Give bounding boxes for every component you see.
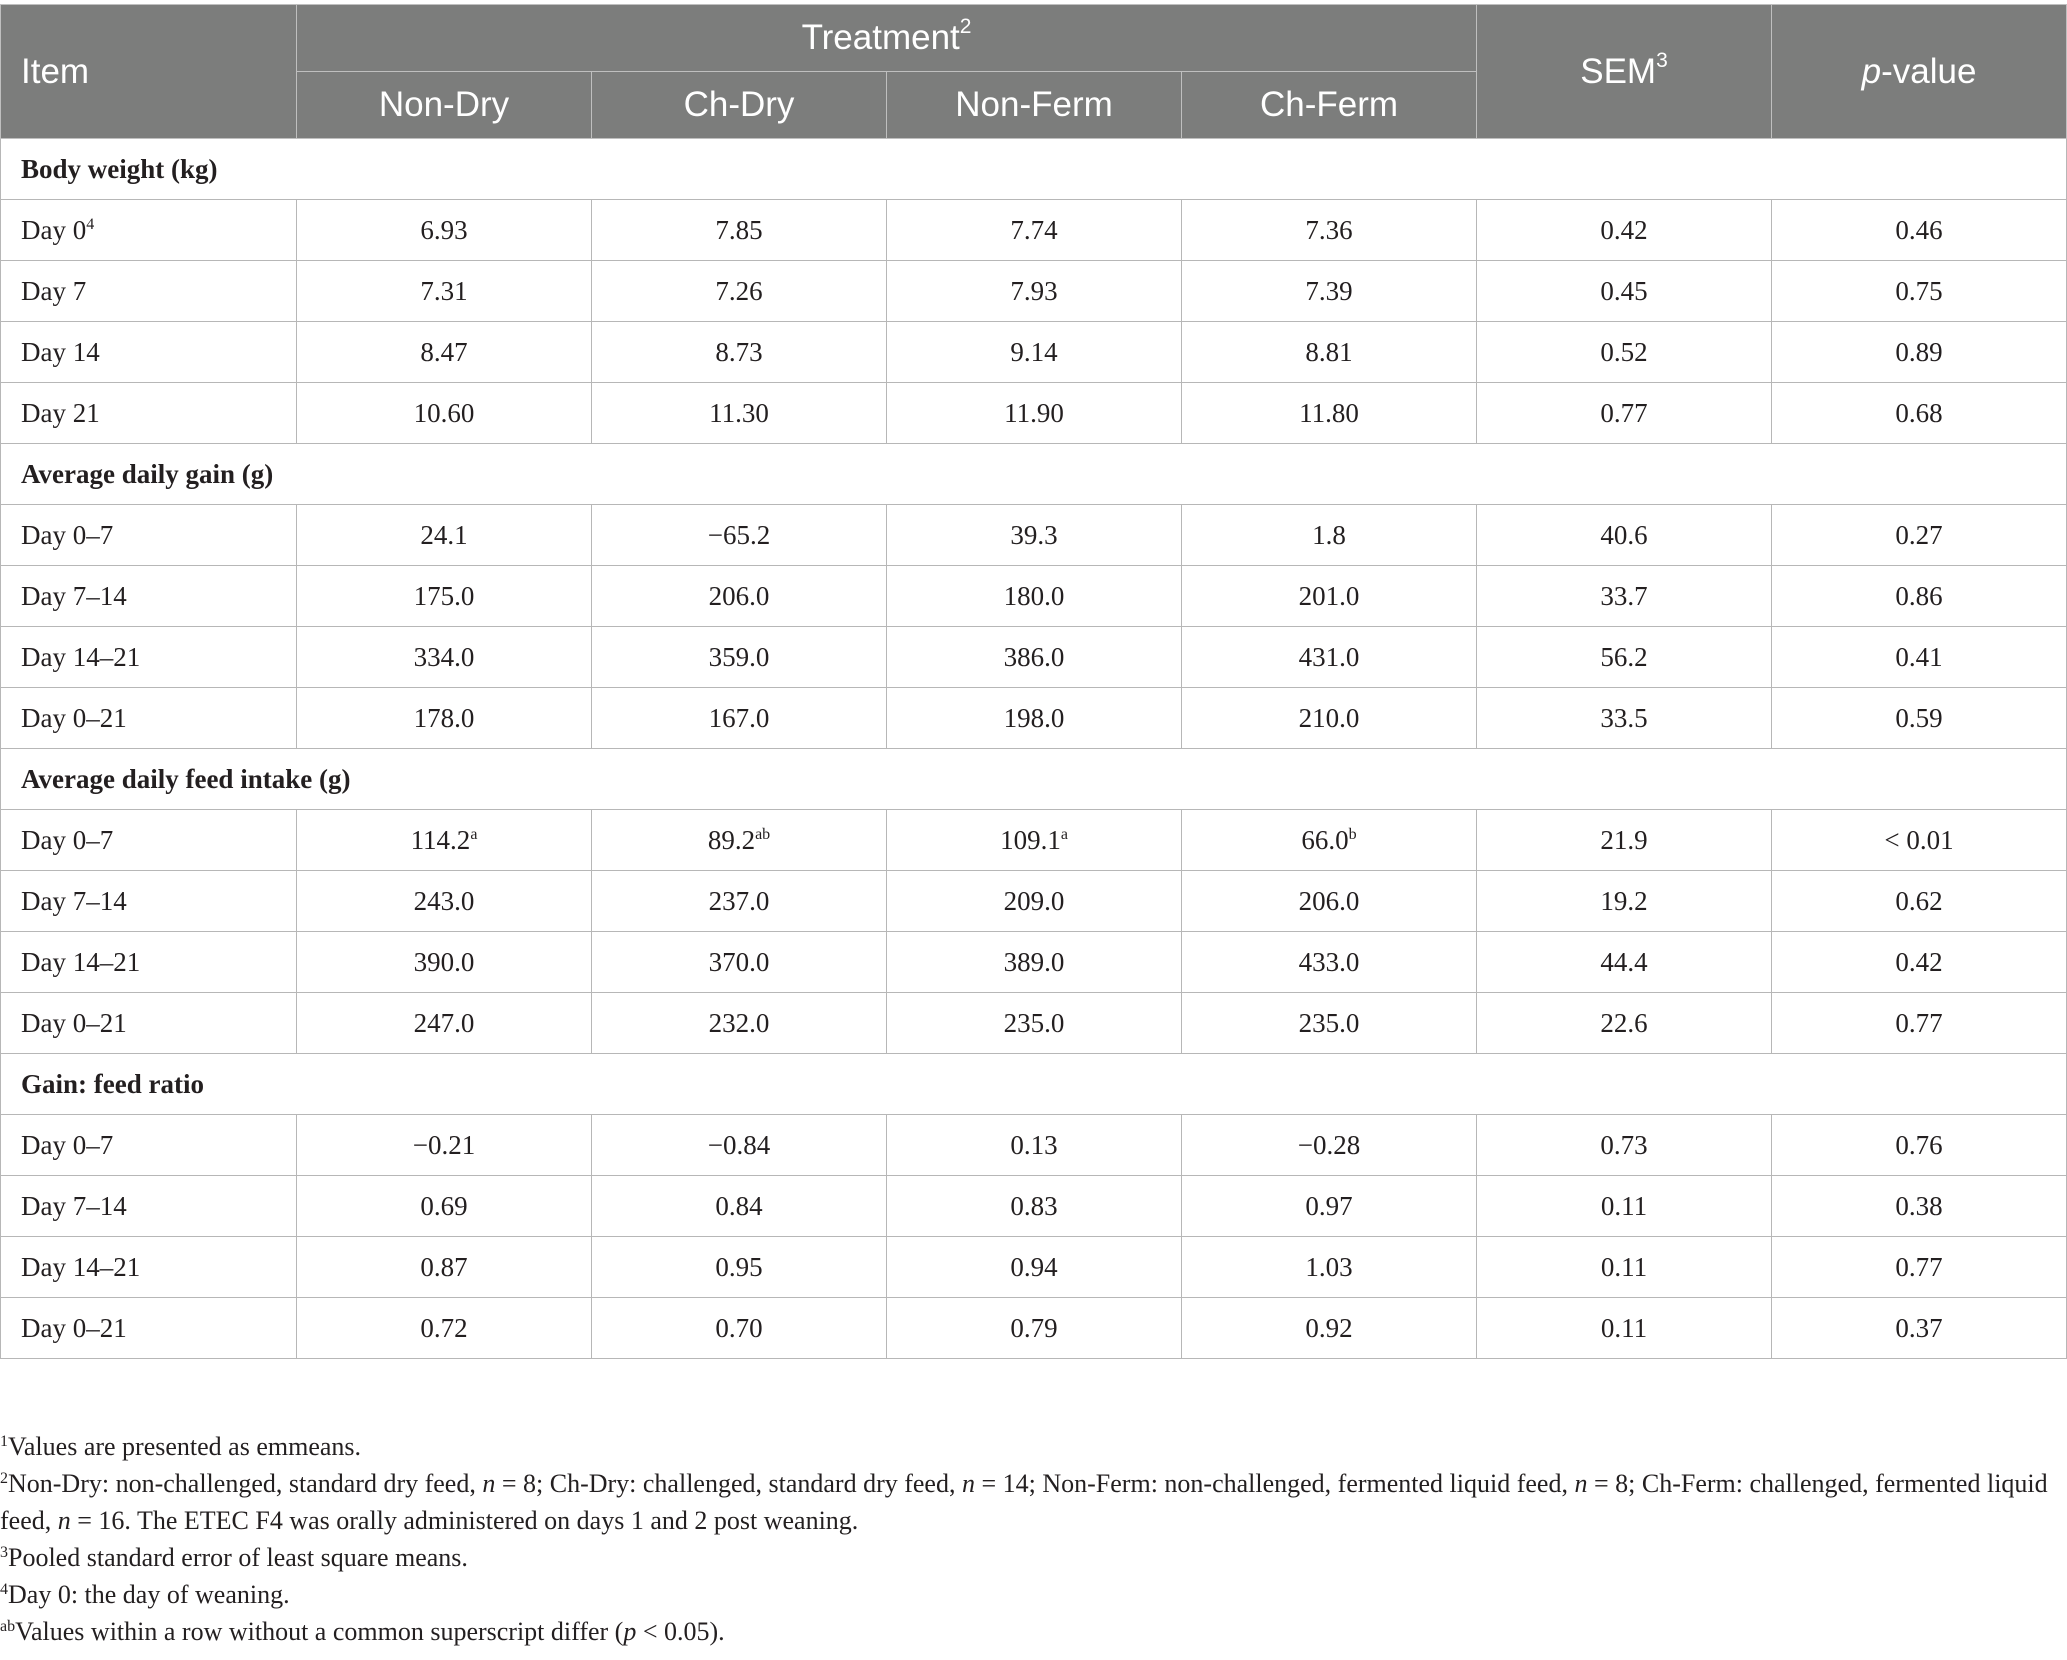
table-body — [1, 139, 2067, 1359]
value-text: 7.26 — [715, 275, 763, 306]
sem-cell: 0.42 — [1477, 200, 1772, 261]
value-cell — [887, 1298, 1182, 1359]
sem-cell: 0.52 — [1477, 322, 1772, 383]
value-cell — [592, 1298, 887, 1359]
value-cell — [887, 1176, 1182, 1237]
footnotes — [0, 1428, 2060, 1650]
value-text: 0.13 — [1010, 1129, 1058, 1160]
pvalue-cell: < 0.01 — [1772, 810, 2067, 871]
value-text: 7.93 — [1010, 275, 1058, 306]
value-cell — [592, 993, 887, 1054]
row-label — [1, 993, 297, 1054]
value-text: 167.0 — [708, 702, 770, 733]
value-cell — [887, 1115, 1182, 1176]
pvalue-cell: 0.42 — [1772, 932, 2067, 993]
value-cell — [1182, 261, 1477, 322]
treatment-footnote-ref: 2 — [959, 15, 972, 38]
treatment-column-header: Ch-Ferm — [1182, 72, 1477, 139]
row-label-text: Day 21 — [21, 397, 100, 428]
pvalue-cell: 0.77 — [1772, 1237, 2067, 1298]
pvalue-cell: 0.76 — [1772, 1115, 2067, 1176]
value-cell — [297, 200, 592, 261]
footnote-text: = 8; Ch-Ferm: challenged, fermented liquid feed, — [0, 1469, 2048, 1535]
footnote-3 — [0, 1539, 2060, 1576]
table-row — [1, 810, 2067, 871]
value-text: 201.0 — [1298, 580, 1360, 611]
section-row — [1, 139, 2067, 200]
value-cell — [592, 932, 887, 993]
value-cell — [1182, 1176, 1477, 1237]
value-text: 0.92 — [1305, 1312, 1353, 1343]
pvalue-cell: 0.59 — [1772, 688, 2067, 749]
value-text: 175.0 — [413, 580, 475, 611]
footnote-1 — [0, 1428, 2060, 1465]
row-label — [1, 627, 297, 688]
row-label-text: Day 14–21 — [21, 641, 141, 672]
value-text: 0.69 — [420, 1190, 468, 1221]
value-cell — [887, 871, 1182, 932]
value-cell — [592, 1237, 887, 1298]
value-cell — [1182, 627, 1477, 688]
footnote-italic: n — [961, 1469, 975, 1498]
footnote-marker: 4 — [0, 1581, 8, 1598]
footnote-marker: 3 — [0, 1544, 8, 1561]
value-cell — [592, 1176, 887, 1237]
value-text: 209.0 — [1003, 885, 1065, 916]
pvalue-cell: 0.38 — [1772, 1176, 2067, 1237]
treatment-column-header: Non-Ferm — [887, 72, 1182, 139]
pvalue-cell: 0.89 — [1772, 322, 2067, 383]
sem-footnote-ref: 3 — [1656, 48, 1668, 72]
value-cell — [297, 1115, 592, 1176]
pvalue-cell: 0.41 — [1772, 627, 2067, 688]
item-header — [1, 5, 297, 139]
section-title: Gain: feed ratio — [1, 1054, 2067, 1115]
value-cell — [592, 261, 887, 322]
row-label-text: Day 7–14 — [21, 580, 127, 611]
value-cell — [297, 1237, 592, 1298]
footnote-italic: n — [482, 1469, 496, 1498]
value-text: 0.70 — [715, 1312, 763, 1343]
value-text: 7.39 — [1305, 275, 1353, 306]
row-label-text: Day 0–21 — [21, 1312, 127, 1343]
value-cell — [887, 1237, 1182, 1298]
sem-cell: 0.11 — [1477, 1237, 1772, 1298]
row-label-text: Day 7–14 — [21, 1190, 127, 1221]
row-label — [1, 1176, 297, 1237]
treatment-column-header: Ch-Dry — [592, 72, 887, 139]
value-text: 0.72 — [420, 1312, 468, 1343]
row-label-text: Day 0–7 — [21, 824, 114, 855]
value-cell — [297, 871, 592, 932]
table-row — [1, 261, 2067, 322]
value-text: 370.0 — [708, 946, 770, 977]
value-text: 206.0 — [1298, 885, 1360, 916]
row-label-text: Day 0–21 — [21, 1007, 127, 1038]
value-text: 66.0 — [1301, 824, 1349, 855]
row-label — [1, 505, 297, 566]
row-label — [1, 200, 297, 261]
value-cell — [297, 993, 592, 1054]
value-text: 0.79 — [1010, 1312, 1058, 1343]
value-cell — [1182, 1237, 1477, 1298]
section-title: Average daily feed intake (g) — [1, 749, 2067, 810]
table-header — [1, 5, 2067, 139]
value-cell — [1182, 322, 1477, 383]
value-text: 206.0 — [708, 580, 770, 611]
row-label — [1, 688, 297, 749]
table-row — [1, 566, 2067, 627]
value-cell — [297, 566, 592, 627]
value-text: 9.14 — [1010, 336, 1058, 367]
value-text: 0.95 — [715, 1251, 763, 1282]
value-text: 24.1 — [420, 519, 468, 550]
row-label — [1, 871, 297, 932]
value-text: 10.60 — [413, 397, 475, 428]
value-cell — [592, 566, 887, 627]
row-label — [1, 566, 297, 627]
value-cell — [297, 261, 592, 322]
section-row — [1, 444, 2067, 505]
value-text: −0.84 — [707, 1129, 771, 1160]
pvalue-header-italic: p — [1861, 51, 1882, 91]
value-cell — [592, 871, 887, 932]
sem-cell: 44.4 — [1477, 932, 1772, 993]
value-text: 180.0 — [1003, 580, 1065, 611]
pvalue-cell: 0.27 — [1772, 505, 2067, 566]
value-text: 89.2 — [707, 824, 756, 855]
value-cell — [297, 688, 592, 749]
value-cell — [887, 688, 1182, 749]
value-text: 386.0 — [1003, 641, 1065, 672]
pvalue-cell: 0.68 — [1772, 383, 2067, 444]
value-cell — [1182, 810, 1477, 871]
footnote-marker: 2 — [0, 1470, 8, 1487]
value-text: 0.87 — [420, 1251, 468, 1282]
sem-cell: 21.9 — [1477, 810, 1772, 871]
value-cell — [592, 688, 887, 749]
value-text: 1.03 — [1305, 1251, 1353, 1282]
sem-cell: 0.73 — [1477, 1115, 1772, 1176]
value-cell — [592, 810, 887, 871]
row-label-text: Day 0–21 — [21, 702, 127, 733]
value-cell — [1182, 566, 1477, 627]
value-text: 0.83 — [1010, 1190, 1058, 1221]
table-row — [1, 1237, 2067, 1298]
value-text: 235.0 — [1003, 1007, 1065, 1038]
value-text: 334.0 — [413, 641, 475, 672]
value-text: 235.0 — [1298, 1007, 1360, 1038]
value-text: 0.94 — [1010, 1251, 1058, 1282]
value-text: 11.90 — [1004, 397, 1064, 428]
value-text: 8.47 — [420, 336, 468, 367]
value-cell — [592, 383, 887, 444]
footnote-text: Non-Dry: non-challenged, standard dry feed, — [8, 1469, 483, 1498]
value-cell — [592, 627, 887, 688]
sem-cell: 33.7 — [1477, 566, 1772, 627]
value-text: 433.0 — [1298, 946, 1360, 977]
value-cell — [887, 200, 1182, 261]
row-label — [1, 261, 297, 322]
value-text: 39.3 — [1010, 519, 1058, 550]
sem-cell: 56.2 — [1477, 627, 1772, 688]
value-cell — [887, 627, 1182, 688]
row-label — [1, 810, 297, 871]
footnote-text: Values within a row without a common superscript differ ( — [15, 1617, 624, 1646]
value-cell — [297, 932, 592, 993]
sem-header — [1477, 5, 1772, 139]
results-table — [0, 4, 2067, 1359]
sem-cell: 0.11 — [1477, 1176, 1772, 1237]
pvalue-cell: 0.77 — [1772, 993, 2067, 1054]
footnote-marker: 1 — [0, 1433, 8, 1450]
row-label — [1, 932, 297, 993]
treatment-header-text: Treatment — [801, 18, 960, 57]
section-row — [1, 749, 2067, 810]
footnote-text: = 16. The ETEC F4 was orally administered on days 1 and 2 post weaning. — [70, 1506, 859, 1535]
value-cell — [887, 932, 1182, 993]
value-cell — [1182, 993, 1477, 1054]
table-row — [1, 200, 2067, 261]
footnote-ref: 4 — [86, 215, 95, 233]
value-text: 390.0 — [413, 946, 475, 977]
value-text: 7.36 — [1305, 214, 1353, 245]
value-cell — [297, 810, 592, 871]
table-row — [1, 1115, 2067, 1176]
value-text: 6.93 — [420, 214, 468, 245]
value-cell — [1182, 505, 1477, 566]
value-cell — [592, 322, 887, 383]
table-row — [1, 322, 2067, 383]
row-label-text: Day 7 — [21, 275, 87, 306]
footnote-text: = 14; Non-Ferm: non-challenged, fermented liquid feed, — [974, 1469, 1575, 1498]
value-text: 11.30 — [709, 397, 769, 428]
significance-letter: ab — [755, 825, 771, 843]
row-label-text: Day 7–14 — [21, 885, 127, 916]
row-label-text: Day 0–7 — [21, 1129, 114, 1160]
sem-cell: 0.77 — [1477, 383, 1772, 444]
value-cell — [887, 261, 1182, 322]
value-cell — [1182, 383, 1477, 444]
value-text: 178.0 — [413, 702, 475, 733]
value-text: 8.73 — [715, 336, 763, 367]
row-label — [1, 1298, 297, 1359]
table-row — [1, 627, 2067, 688]
value-cell — [297, 627, 592, 688]
table-row — [1, 383, 2067, 444]
pvalue-cell: 0.37 — [1772, 1298, 2067, 1359]
value-text: 431.0 — [1298, 641, 1360, 672]
value-cell — [887, 810, 1182, 871]
section-title: Average daily gain (g) — [1, 444, 2067, 505]
sem-cell: 19.2 — [1477, 871, 1772, 932]
value-cell — [297, 383, 592, 444]
value-text: 7.31 — [420, 275, 468, 306]
table-row — [1, 505, 2067, 566]
value-text: 389.0 — [1003, 946, 1065, 977]
sem-cell: 0.11 — [1477, 1298, 1772, 1359]
section-title: Body weight (kg) — [1, 139, 2067, 200]
footnote-marker: ab — [0, 1618, 16, 1635]
table-row — [1, 1298, 2067, 1359]
value-text: 8.81 — [1305, 336, 1353, 367]
sem-cell: 33.5 — [1477, 688, 1772, 749]
treatment-column-header: Non-Dry — [297, 72, 592, 139]
footnote-text: < 0.05). — [636, 1617, 725, 1646]
table-row — [1, 1176, 2067, 1237]
value-text: 198.0 — [1003, 702, 1065, 733]
row-label-text: Day 0–7 — [21, 519, 114, 550]
value-cell — [1182, 1115, 1477, 1176]
table-row — [1, 688, 2067, 749]
table-row — [1, 871, 2067, 932]
treatment-header — [297, 5, 1477, 72]
sem-cell: 40.6 — [1477, 505, 1772, 566]
value-cell — [592, 1115, 887, 1176]
row-label-text: Day 14–21 — [21, 1251, 141, 1282]
table-row — [1, 932, 2067, 993]
value-text: 243.0 — [413, 885, 475, 916]
pvalue-cell: 0.62 — [1772, 871, 2067, 932]
significance-letter: a — [1060, 825, 1068, 843]
pvalue-cell: 0.86 — [1772, 566, 2067, 627]
value-text: −65.2 — [707, 519, 771, 550]
value-cell — [297, 505, 592, 566]
value-text: 114.2 — [410, 824, 471, 855]
pvalue-cell: 0.46 — [1772, 200, 2067, 261]
footnote-italic: n — [57, 1506, 71, 1535]
table-row — [1, 993, 2067, 1054]
value-cell — [887, 383, 1182, 444]
value-cell — [887, 322, 1182, 383]
section-row — [1, 1054, 2067, 1115]
row-label — [1, 1115, 297, 1176]
value-text: −0.21 — [412, 1129, 476, 1160]
value-text: 1.8 — [1312, 519, 1346, 550]
row-label-text: Day 0 — [21, 214, 87, 245]
value-cell — [1182, 932, 1477, 993]
value-text: −0.28 — [1297, 1129, 1361, 1160]
value-cell — [887, 566, 1182, 627]
value-text: 237.0 — [708, 885, 770, 916]
significance-letter: b — [1348, 825, 1357, 843]
row-label — [1, 322, 297, 383]
footnote-text: Pooled standard error of least square means. — [8, 1543, 468, 1572]
item-header-text: Item — [21, 51, 90, 91]
value-text: 0.97 — [1305, 1190, 1353, 1221]
footnote-text: Day 0: the day of weaning. — [8, 1580, 290, 1609]
row-label — [1, 383, 297, 444]
footnote-ab — [0, 1613, 2060, 1650]
significance-letter: a — [470, 825, 478, 843]
footnote-italic: n — [1574, 1469, 1588, 1498]
value-cell — [297, 322, 592, 383]
value-cell — [1182, 688, 1477, 749]
value-text: 210.0 — [1298, 702, 1360, 733]
sem-header-text: SEM — [1580, 51, 1657, 91]
sem-cell: 0.45 — [1477, 261, 1772, 322]
value-text: 11.80 — [1299, 397, 1359, 428]
value-text: 359.0 — [708, 641, 770, 672]
value-text: 7.74 — [1010, 214, 1058, 245]
value-cell — [297, 1298, 592, 1359]
value-cell — [592, 505, 887, 566]
value-cell — [592, 200, 887, 261]
footnote-italic: p — [623, 1617, 637, 1646]
value-text: 232.0 — [708, 1007, 770, 1038]
footnote-text: Values are presented as emmeans. — [8, 1432, 362, 1461]
value-text: 7.85 — [715, 214, 763, 245]
pvalue-header — [1772, 5, 2067, 139]
row-label — [1, 1237, 297, 1298]
value-cell — [1182, 871, 1477, 932]
value-cell — [887, 993, 1182, 1054]
value-cell — [887, 505, 1182, 566]
row-label-text: Day 14–21 — [21, 946, 141, 977]
pvalue-cell: 0.75 — [1772, 261, 2067, 322]
footnote-2 — [0, 1465, 2060, 1539]
footnote-4 — [0, 1576, 2060, 1613]
value-cell — [1182, 1298, 1477, 1359]
pvalue-header-text: -value — [1881, 51, 1977, 91]
value-cell — [1182, 200, 1477, 261]
footnote-text: = 8; Ch-Dry: challenged, standard dry feed, — [495, 1469, 962, 1498]
sem-cell: 22.6 — [1477, 993, 1772, 1054]
value-text: 109.1 — [1000, 824, 1061, 855]
value-text: 0.84 — [715, 1190, 763, 1221]
value-text: 247.0 — [413, 1007, 475, 1038]
value-cell — [297, 1176, 592, 1237]
row-label-text: Day 14 — [21, 336, 100, 367]
